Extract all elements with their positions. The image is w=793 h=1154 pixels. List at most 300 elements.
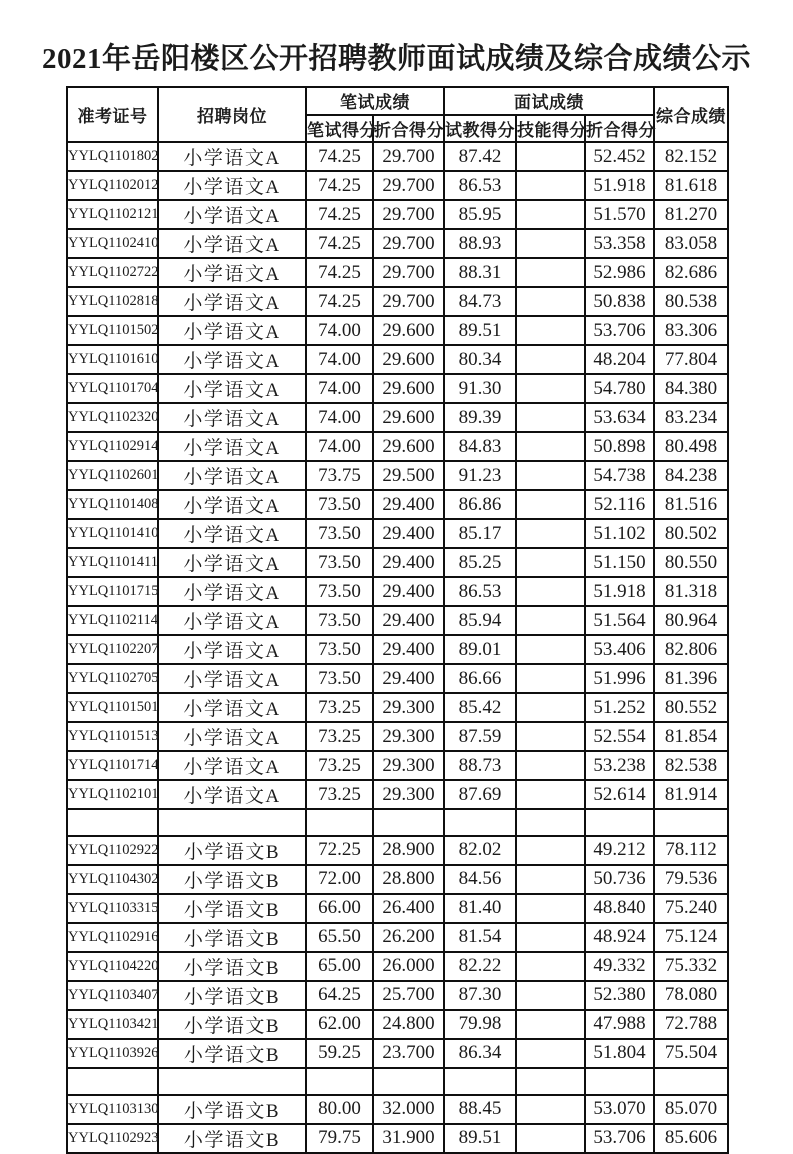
- cell-admission-number: YYLQ1101802: [67, 142, 158, 171]
- cell-position: 小学语文A: [158, 316, 306, 345]
- table-row: [67, 229, 728, 258]
- cell-interview-converted: 51.252: [585, 693, 654, 722]
- cell-position: 小学语文A: [158, 142, 306, 171]
- cell-written-converted: 26.400: [373, 894, 444, 923]
- cell-position: 小学语文B: [158, 894, 306, 923]
- cell-comprehensive-score: 78.112: [654, 836, 728, 865]
- cell-position: 小学语文A: [158, 229, 306, 258]
- cell-written-converted: 25.700: [373, 981, 444, 1010]
- table-row: [67, 1039, 728, 1068]
- cell-position: 小学语文B: [158, 1010, 306, 1039]
- cell-comprehensive-score: 81.318: [654, 577, 728, 606]
- cell-written-converted: 32.000: [373, 1095, 444, 1124]
- cell-interview-converted: 47.988: [585, 1010, 654, 1039]
- cell-skill-score: [516, 490, 585, 519]
- cell-skill-score: [516, 693, 585, 722]
- cell-skill-score: [516, 1010, 585, 1039]
- cell-admission-number: YYLQ1104302: [67, 865, 158, 894]
- cell-comprehensive-score: 72.788: [654, 1010, 728, 1039]
- cell-comprehensive-score: 82.806: [654, 635, 728, 664]
- cell-trial-teaching-score: 86.34: [444, 1039, 516, 1068]
- table-row: [67, 780, 728, 809]
- cell-skill-score: [516, 952, 585, 981]
- cell-trial-teaching-score: 82.22: [444, 952, 516, 981]
- cell-written-converted: 29.300: [373, 751, 444, 780]
- cell-admission-number: YYLQ1102121: [67, 200, 158, 229]
- cell-skill-score: [516, 923, 585, 952]
- cell-written-converted: 29.400: [373, 548, 444, 577]
- header-row-1: [67, 87, 728, 115]
- cell-position: 小学语文A: [158, 345, 306, 374]
- cell-admission-number: YYLQ1102320: [67, 403, 158, 432]
- cell-position: 小学语文A: [158, 606, 306, 635]
- cell-trial-teaching-score: 80.34: [444, 345, 516, 374]
- cell-position: 小学语文A: [158, 432, 306, 461]
- cell-comprehensive-score: 80.538: [654, 287, 728, 316]
- cell-trial-teaching-score: [444, 1068, 516, 1095]
- cell-interview-converted: 48.924: [585, 923, 654, 952]
- table-row: [67, 809, 728, 836]
- cell-trial-teaching-score: 84.73: [444, 287, 516, 316]
- table-row: [67, 1068, 728, 1095]
- score-table-body: [67, 142, 728, 1153]
- cell-interview-converted: 51.918: [585, 171, 654, 200]
- table-row: [67, 606, 728, 635]
- cell-skill-score: [516, 894, 585, 923]
- header-comprehensive-score: 综合成绩: [654, 87, 728, 142]
- cell-interview-converted: 48.840: [585, 894, 654, 923]
- cell-written-score: 74.00: [306, 374, 373, 403]
- table-row: [67, 171, 728, 200]
- cell-written-converted: 29.700: [373, 287, 444, 316]
- cell-interview-converted: 52.554: [585, 722, 654, 751]
- cell-position: 小学语文B: [158, 952, 306, 981]
- cell-written-score: 73.25: [306, 751, 373, 780]
- header-trial-teaching-score: 试教得分: [444, 115, 516, 143]
- cell-comprehensive-score: 85.606: [654, 1124, 728, 1153]
- cell-admission-number: YYLQ1102101: [67, 780, 158, 809]
- table-row: [67, 952, 728, 981]
- cell-admission-number: [67, 1068, 158, 1095]
- cell-interview-converted: 53.406: [585, 635, 654, 664]
- table-row: [67, 490, 728, 519]
- cell-written-converted: 29.400: [373, 490, 444, 519]
- cell-interview-converted: 51.804: [585, 1039, 654, 1068]
- cell-admission-number: YYLQ1101411: [67, 548, 158, 577]
- cell-interview-converted: 53.634: [585, 403, 654, 432]
- cell-written-score: 74.25: [306, 229, 373, 258]
- cell-written-score: 73.75: [306, 461, 373, 490]
- cell-comprehensive-score: 81.854: [654, 722, 728, 751]
- table-row: [67, 519, 728, 548]
- table-row: [67, 894, 728, 923]
- cell-written-score: 73.50: [306, 635, 373, 664]
- cell-position: 小学语文B: [158, 1095, 306, 1124]
- cell-comprehensive-score: 83.306: [654, 316, 728, 345]
- cell-interview-converted: 50.838: [585, 287, 654, 316]
- cell-written-converted: 29.500: [373, 461, 444, 490]
- cell-trial-teaching-score: 85.94: [444, 606, 516, 635]
- cell-position: 小学语文A: [158, 664, 306, 693]
- cell-trial-teaching-score: 91.30: [444, 374, 516, 403]
- cell-position: 小学语文A: [158, 200, 306, 229]
- cell-trial-teaching-score: 81.40: [444, 894, 516, 923]
- cell-admission-number: YYLQ1103421: [67, 1010, 158, 1039]
- cell-skill-score: [516, 1039, 585, 1068]
- cell-position: 小学语文A: [158, 258, 306, 287]
- cell-admission-number: YYLQ1101502: [67, 316, 158, 345]
- table-row: [67, 722, 728, 751]
- cell-position: 小学语文A: [158, 693, 306, 722]
- cell-trial-teaching-score: 86.86: [444, 490, 516, 519]
- cell-position: 小学语文A: [158, 287, 306, 316]
- cell-admission-number: [67, 809, 158, 836]
- cell-comprehensive-score: 83.058: [654, 229, 728, 258]
- cell-written-score: 74.25: [306, 200, 373, 229]
- cell-interview-converted: 51.918: [585, 577, 654, 606]
- cell-interview-converted: 52.986: [585, 258, 654, 287]
- cell-skill-score: [516, 809, 585, 836]
- cell-written-converted: 29.700: [373, 200, 444, 229]
- cell-skill-score: [516, 432, 585, 461]
- cell-written-converted: 29.600: [373, 432, 444, 461]
- cell-position: [158, 1068, 306, 1095]
- cell-written-converted: 29.700: [373, 229, 444, 258]
- cell-admission-number: YYLQ1102207: [67, 635, 158, 664]
- cell-interview-converted: 51.570: [585, 200, 654, 229]
- cell-comprehensive-score: 80.502: [654, 519, 728, 548]
- cell-written-score: 74.00: [306, 316, 373, 345]
- cell-skill-score: [516, 722, 585, 751]
- cell-trial-teaching-score: 89.51: [444, 1124, 516, 1153]
- cell-admission-number: YYLQ1101410: [67, 519, 158, 548]
- cell-written-score: 74.00: [306, 403, 373, 432]
- cell-admission-number: YYLQ1101714: [67, 751, 158, 780]
- cell-written-score: 74.00: [306, 432, 373, 461]
- cell-trial-teaching-score: 86.53: [444, 171, 516, 200]
- cell-position: 小学语文B: [158, 981, 306, 1010]
- table-row: [67, 345, 728, 374]
- cell-interview-converted: 50.736: [585, 865, 654, 894]
- cell-interview-converted: 53.706: [585, 316, 654, 345]
- cell-written-converted: 26.000: [373, 952, 444, 981]
- cell-trial-teaching-score: 88.45: [444, 1095, 516, 1124]
- header-skill-score: 技能得分: [516, 115, 585, 143]
- cell-position: 小学语文B: [158, 836, 306, 865]
- table-row: [67, 432, 728, 461]
- cell-comprehensive-score: 81.914: [654, 780, 728, 809]
- cell-skill-score: [516, 519, 585, 548]
- cell-admission-number: YYLQ1103407: [67, 981, 158, 1010]
- table-row: [67, 374, 728, 403]
- header-written-group: 笔试成绩: [306, 87, 444, 115]
- cell-written-score: 64.25: [306, 981, 373, 1010]
- cell-written-converted: [373, 1068, 444, 1095]
- cell-comprehensive-score: 81.516: [654, 490, 728, 519]
- cell-position: 小学语文B: [158, 865, 306, 894]
- table-row: [67, 923, 728, 952]
- cell-position: 小学语文B: [158, 923, 306, 952]
- cell-trial-teaching-score: 87.30: [444, 981, 516, 1010]
- table-row: [67, 548, 728, 577]
- cell-trial-teaching-score: [444, 809, 516, 836]
- cell-written-converted: 24.800: [373, 1010, 444, 1039]
- cell-skill-score: [516, 606, 585, 635]
- table-row: [67, 664, 728, 693]
- cell-interview-converted: 50.898: [585, 432, 654, 461]
- cell-admission-number: YYLQ1102922: [67, 836, 158, 865]
- table-row: [67, 258, 728, 287]
- cell-admission-number: YYLQ1102114: [67, 606, 158, 635]
- cell-written-converted: 29.400: [373, 606, 444, 635]
- cell-written-converted: 29.400: [373, 635, 444, 664]
- cell-admission-number: YYLQ1103926: [67, 1039, 158, 1068]
- table-row: [67, 577, 728, 606]
- cell-interview-converted: 53.238: [585, 751, 654, 780]
- cell-position: 小学语文A: [158, 635, 306, 664]
- cell-written-score: 74.00: [306, 345, 373, 374]
- header-interview-converted: 折合得分: [585, 115, 654, 143]
- cell-written-score: 79.75: [306, 1124, 373, 1153]
- cell-trial-teaching-score: 86.66: [444, 664, 516, 693]
- cell-skill-score: [516, 345, 585, 374]
- cell-written-score: 73.50: [306, 577, 373, 606]
- cell-written-score: 73.25: [306, 693, 373, 722]
- cell-interview-converted: 54.738: [585, 461, 654, 490]
- cell-skill-score: [516, 577, 585, 606]
- table-row: [67, 1095, 728, 1124]
- cell-admission-number: YYLQ1102705: [67, 664, 158, 693]
- cell-interview-converted: 52.380: [585, 981, 654, 1010]
- cell-admission-number: YYLQ1101513: [67, 722, 158, 751]
- cell-trial-teaching-score: 89.01: [444, 635, 516, 664]
- cell-skill-score: [516, 200, 585, 229]
- cell-written-score: 59.25: [306, 1039, 373, 1068]
- cell-written-score: 65.50: [306, 923, 373, 952]
- cell-comprehensive-score: 75.124: [654, 923, 728, 952]
- table-row: [67, 1010, 728, 1039]
- cell-written-converted: 29.600: [373, 374, 444, 403]
- cell-comprehensive-score: 80.550: [654, 548, 728, 577]
- cell-admission-number: YYLQ1102916: [67, 923, 158, 952]
- cell-written-converted: 26.200: [373, 923, 444, 952]
- cell-skill-score: [516, 287, 585, 316]
- table-row: [67, 200, 728, 229]
- table-row: [67, 316, 728, 345]
- cell-written-converted: 29.400: [373, 664, 444, 693]
- cell-written-score: 65.00: [306, 952, 373, 981]
- cell-written-score: 74.25: [306, 142, 373, 171]
- cell-written-converted: 23.700: [373, 1039, 444, 1068]
- cell-written-converted: 29.300: [373, 780, 444, 809]
- cell-skill-score: [516, 780, 585, 809]
- cell-position: 小学语文A: [158, 461, 306, 490]
- cell-skill-score: [516, 258, 585, 287]
- cell-position: 小学语文A: [158, 722, 306, 751]
- cell-written-converted: 29.700: [373, 258, 444, 287]
- cell-trial-teaching-score: 84.56: [444, 865, 516, 894]
- cell-comprehensive-score: 81.396: [654, 664, 728, 693]
- cell-admission-number: YYLQ1101610: [67, 345, 158, 374]
- table-row: [67, 836, 728, 865]
- cell-interview-converted: 49.212: [585, 836, 654, 865]
- cell-admission-number: YYLQ1102722: [67, 258, 158, 287]
- cell-comprehensive-score: 84.238: [654, 461, 728, 490]
- cell-position: 小学语文B: [158, 1124, 306, 1153]
- cell-written-score: 73.25: [306, 780, 373, 809]
- cell-comprehensive-score: 78.080: [654, 981, 728, 1010]
- cell-position: 小学语文B: [158, 1039, 306, 1068]
- cell-admission-number: YYLQ1101501: [67, 693, 158, 722]
- cell-comprehensive-score: 80.498: [654, 432, 728, 461]
- cell-admission-number: YYLQ1102410: [67, 229, 158, 258]
- cell-written-score: 74.25: [306, 287, 373, 316]
- cell-admission-number: YYLQ1102923: [67, 1124, 158, 1153]
- page-title: 2021年岳阳楼区公开招聘教师面试成绩及综合成绩公示: [41, 43, 751, 75]
- cell-interview-converted: 51.996: [585, 664, 654, 693]
- cell-position: 小学语文A: [158, 490, 306, 519]
- cell-skill-score: [516, 548, 585, 577]
- cell-comprehensive-score: 75.504: [654, 1039, 728, 1068]
- cell-written-score: 73.50: [306, 548, 373, 577]
- cell-skill-score: [516, 664, 585, 693]
- cell-skill-score: [516, 836, 585, 865]
- cell-skill-score: [516, 171, 585, 200]
- cell-trial-teaching-score: 82.02: [444, 836, 516, 865]
- cell-comprehensive-score: 79.536: [654, 865, 728, 894]
- cell-skill-score: [516, 316, 585, 345]
- table-row: [67, 635, 728, 664]
- cell-skill-score: [516, 403, 585, 432]
- cell-written-score: 73.50: [306, 606, 373, 635]
- cell-written-score: [306, 809, 373, 836]
- cell-position: 小学语文A: [158, 780, 306, 809]
- cell-written-converted: 29.400: [373, 519, 444, 548]
- cell-comprehensive-score: 81.618: [654, 171, 728, 200]
- cell-interview-converted: [585, 809, 654, 836]
- cell-written-converted: 28.900: [373, 836, 444, 865]
- table-row: [67, 865, 728, 894]
- cell-admission-number: YYLQ1101715: [67, 577, 158, 606]
- cell-position: 小学语文A: [158, 577, 306, 606]
- cell-skill-score: [516, 1068, 585, 1095]
- cell-written-converted: 29.600: [373, 403, 444, 432]
- cell-admission-number: YYLQ1101704: [67, 374, 158, 403]
- cell-admission-number: YYLQ1104220: [67, 952, 158, 981]
- cell-trial-teaching-score: 81.54: [444, 923, 516, 952]
- cell-written-converted: 29.700: [373, 171, 444, 200]
- cell-trial-teaching-score: 85.95: [444, 200, 516, 229]
- cell-interview-converted: 51.102: [585, 519, 654, 548]
- table-row: [67, 461, 728, 490]
- cell-admission-number: YYLQ1101408: [67, 490, 158, 519]
- table-row: [67, 403, 728, 432]
- cell-trial-teaching-score: 86.53: [444, 577, 516, 606]
- cell-admission-number: YYLQ1102818: [67, 287, 158, 316]
- cell-comprehensive-score: 75.240: [654, 894, 728, 923]
- cell-written-converted: 28.800: [373, 865, 444, 894]
- header-written-converted: 折合得分: [373, 115, 444, 143]
- cell-interview-converted: 52.614: [585, 780, 654, 809]
- cell-comprehensive-score: 82.538: [654, 751, 728, 780]
- header-written-score: 笔试得分: [306, 115, 373, 143]
- cell-written-score: [306, 1068, 373, 1095]
- cell-interview-converted: 54.780: [585, 374, 654, 403]
- cell-interview-converted: [585, 1068, 654, 1095]
- cell-written-score: 80.00: [306, 1095, 373, 1124]
- cell-interview-converted: 49.332: [585, 952, 654, 981]
- cell-admission-number: YYLQ1103315: [67, 894, 158, 923]
- cell-written-score: 73.50: [306, 664, 373, 693]
- header-position: 招聘岗位: [158, 87, 306, 142]
- cell-trial-teaching-score: 87.69: [444, 780, 516, 809]
- cell-trial-teaching-score: 91.23: [444, 461, 516, 490]
- cell-written-score: 72.00: [306, 865, 373, 894]
- cell-skill-score: [516, 142, 585, 171]
- cell-written-score: 73.25: [306, 722, 373, 751]
- cell-trial-teaching-score: 85.17: [444, 519, 516, 548]
- cell-written-converted: 31.900: [373, 1124, 444, 1153]
- cell-trial-teaching-score: 85.25: [444, 548, 516, 577]
- cell-skill-score: [516, 229, 585, 258]
- cell-admission-number: YYLQ1102914: [67, 432, 158, 461]
- cell-comprehensive-score: 81.270: [654, 200, 728, 229]
- cell-admission-number: YYLQ1103130: [67, 1095, 158, 1124]
- header-admission-number: 准考证号: [67, 87, 158, 142]
- cell-written-score: 74.25: [306, 258, 373, 287]
- cell-position: 小学语文A: [158, 548, 306, 577]
- table-row: [67, 981, 728, 1010]
- cell-comprehensive-score: 84.380: [654, 374, 728, 403]
- cell-position: 小学语文A: [158, 403, 306, 432]
- cell-trial-teaching-score: 79.98: [444, 1010, 516, 1039]
- cell-trial-teaching-score: 84.83: [444, 432, 516, 461]
- cell-comprehensive-score: 82.152: [654, 142, 728, 171]
- table-row: [67, 287, 728, 316]
- cell-written-score: 73.50: [306, 519, 373, 548]
- cell-written-score: 62.00: [306, 1010, 373, 1039]
- cell-position: 小学语文A: [158, 519, 306, 548]
- cell-written-converted: 29.300: [373, 722, 444, 751]
- cell-written-converted: 29.700: [373, 142, 444, 171]
- cell-trial-teaching-score: 89.39: [444, 403, 516, 432]
- cell-position: 小学语文A: [158, 374, 306, 403]
- table-row: [67, 142, 728, 171]
- cell-trial-teaching-score: 89.51: [444, 316, 516, 345]
- cell-written-converted: 29.400: [373, 577, 444, 606]
- cell-interview-converted: 53.070: [585, 1095, 654, 1124]
- cell-written-converted: 29.600: [373, 316, 444, 345]
- cell-comprehensive-score: 80.964: [654, 606, 728, 635]
- cell-admission-number: YYLQ1102601: [67, 461, 158, 490]
- cell-skill-score: [516, 461, 585, 490]
- cell-position: 小学语文A: [158, 751, 306, 780]
- cell-trial-teaching-score: 88.31: [444, 258, 516, 287]
- cell-admission-number: YYLQ1102012: [67, 171, 158, 200]
- cell-interview-converted: 51.150: [585, 548, 654, 577]
- table-row: [67, 1124, 728, 1153]
- cell-skill-score: [516, 751, 585, 780]
- cell-comprehensive-score: [654, 809, 728, 836]
- cell-skill-score: [516, 1095, 585, 1124]
- cell-skill-score: [516, 1124, 585, 1153]
- cell-skill-score: [516, 635, 585, 664]
- cell-interview-converted: 52.116: [585, 490, 654, 519]
- cell-position: 小学语文A: [158, 171, 306, 200]
- header-interview-group: 面试成绩: [444, 87, 654, 115]
- cell-position: [158, 809, 306, 836]
- cell-written-score: 73.50: [306, 490, 373, 519]
